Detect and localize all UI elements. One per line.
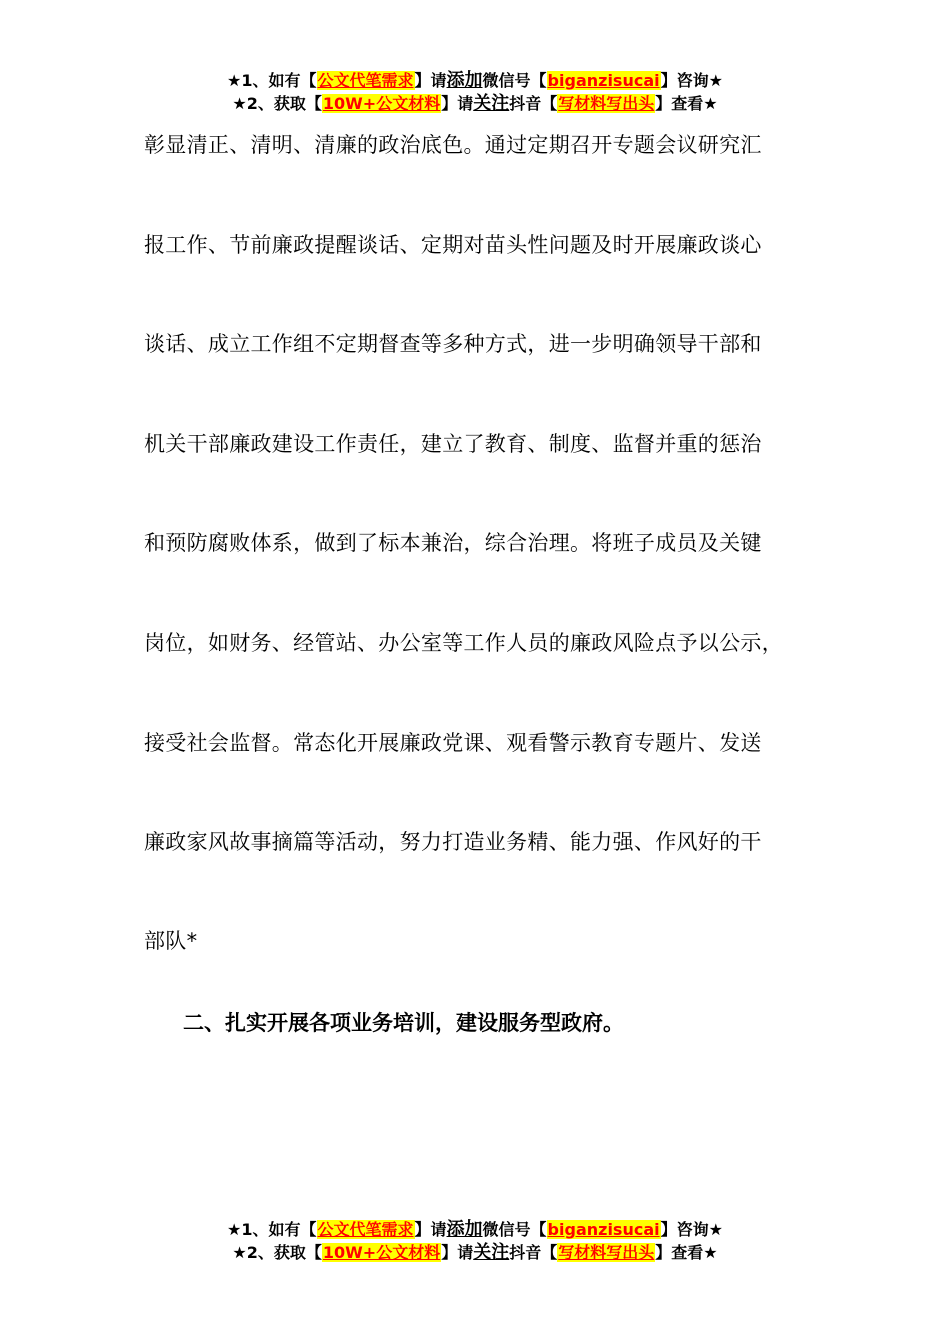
promo-highlight-materials[interactable]: 10W+公文材料 xyxy=(322,94,441,113)
section-heading: 二、扎实开展各项业务培训，建设服务型政府。 xyxy=(183,1011,624,1035)
promo-banner-bottom xyxy=(0,1218,950,1264)
promo-wechat-id[interactable]: biganzisucai xyxy=(547,1220,660,1239)
promo-line-1: ★1、如有【公文代笔需求】请添加微信号【biganzisucai】咨询★ xyxy=(227,1219,723,1240)
paragraph-line-1: 彰显清正、清明、清廉的政治底色。通过定期召开专题会议研究汇 xyxy=(144,133,762,157)
promo-wechat-id[interactable]: biganzisucai xyxy=(547,71,660,90)
promo-douyin-account[interactable]: 写材料写出头 xyxy=(558,1243,655,1262)
paragraph-line-2: 报工作、节前廉政提醒谈话、定期对苗头性问题及时开展廉政谈心 xyxy=(144,233,762,257)
paragraph-line-9: 部队* xyxy=(144,929,198,953)
promo-highlight-materials[interactable]: 10W+公文材料 xyxy=(322,1243,441,1262)
promo-douyin-account[interactable]: 写材料写出头 xyxy=(558,94,655,113)
promo-emphasis-add: 添加 xyxy=(446,1219,483,1240)
paragraph-line-7: 接受社会监督。常态化开展廉政党课、观看警示教育专题片、发送 xyxy=(144,731,762,755)
paragraph-line-6: 岗位，如财务、经管站、办公室等工作人员的廉政风险点予以公示， xyxy=(144,631,783,655)
promo-emphasis-follow: 关注 xyxy=(473,1242,510,1263)
promo-banner-top xyxy=(0,69,950,115)
paragraph-line-8: 廉政家风故事摘篇等活动，努力打造业务精、能力强、作风好的干 xyxy=(144,830,762,854)
promo-highlight-service[interactable]: 公文代笔需求 xyxy=(317,71,414,90)
promo-line-2: ★2、获取【10W+公文材料】请关注抖音【写材料写出头】查看★ xyxy=(232,1242,718,1263)
promo-emphasis-follow: 关注 xyxy=(473,93,510,114)
paragraph-line-5: 和预防腐败体系，做到了标本兼治，综合治理。将班子成员及关键 xyxy=(144,531,762,555)
paragraph-line-3: 谈话、成立工作组不定期督查等多种方式，进一步明确领导干部和 xyxy=(144,332,762,356)
paragraph-line-4: 机关干部廉政建设工作责任，建立了教育、制度、监督并重的惩治 xyxy=(144,432,762,456)
promo-line-2: ★2、获取【10W+公文材料】请关注抖音【写材料写出头】查看★ xyxy=(232,93,718,114)
promo-line-1: ★1、如有【公文代笔需求】请添加微信号【biganzisucai】咨询★ xyxy=(227,70,723,91)
promo-highlight-service[interactable]: 公文代笔需求 xyxy=(317,1220,414,1239)
promo-emphasis-add: 添加 xyxy=(446,70,483,91)
